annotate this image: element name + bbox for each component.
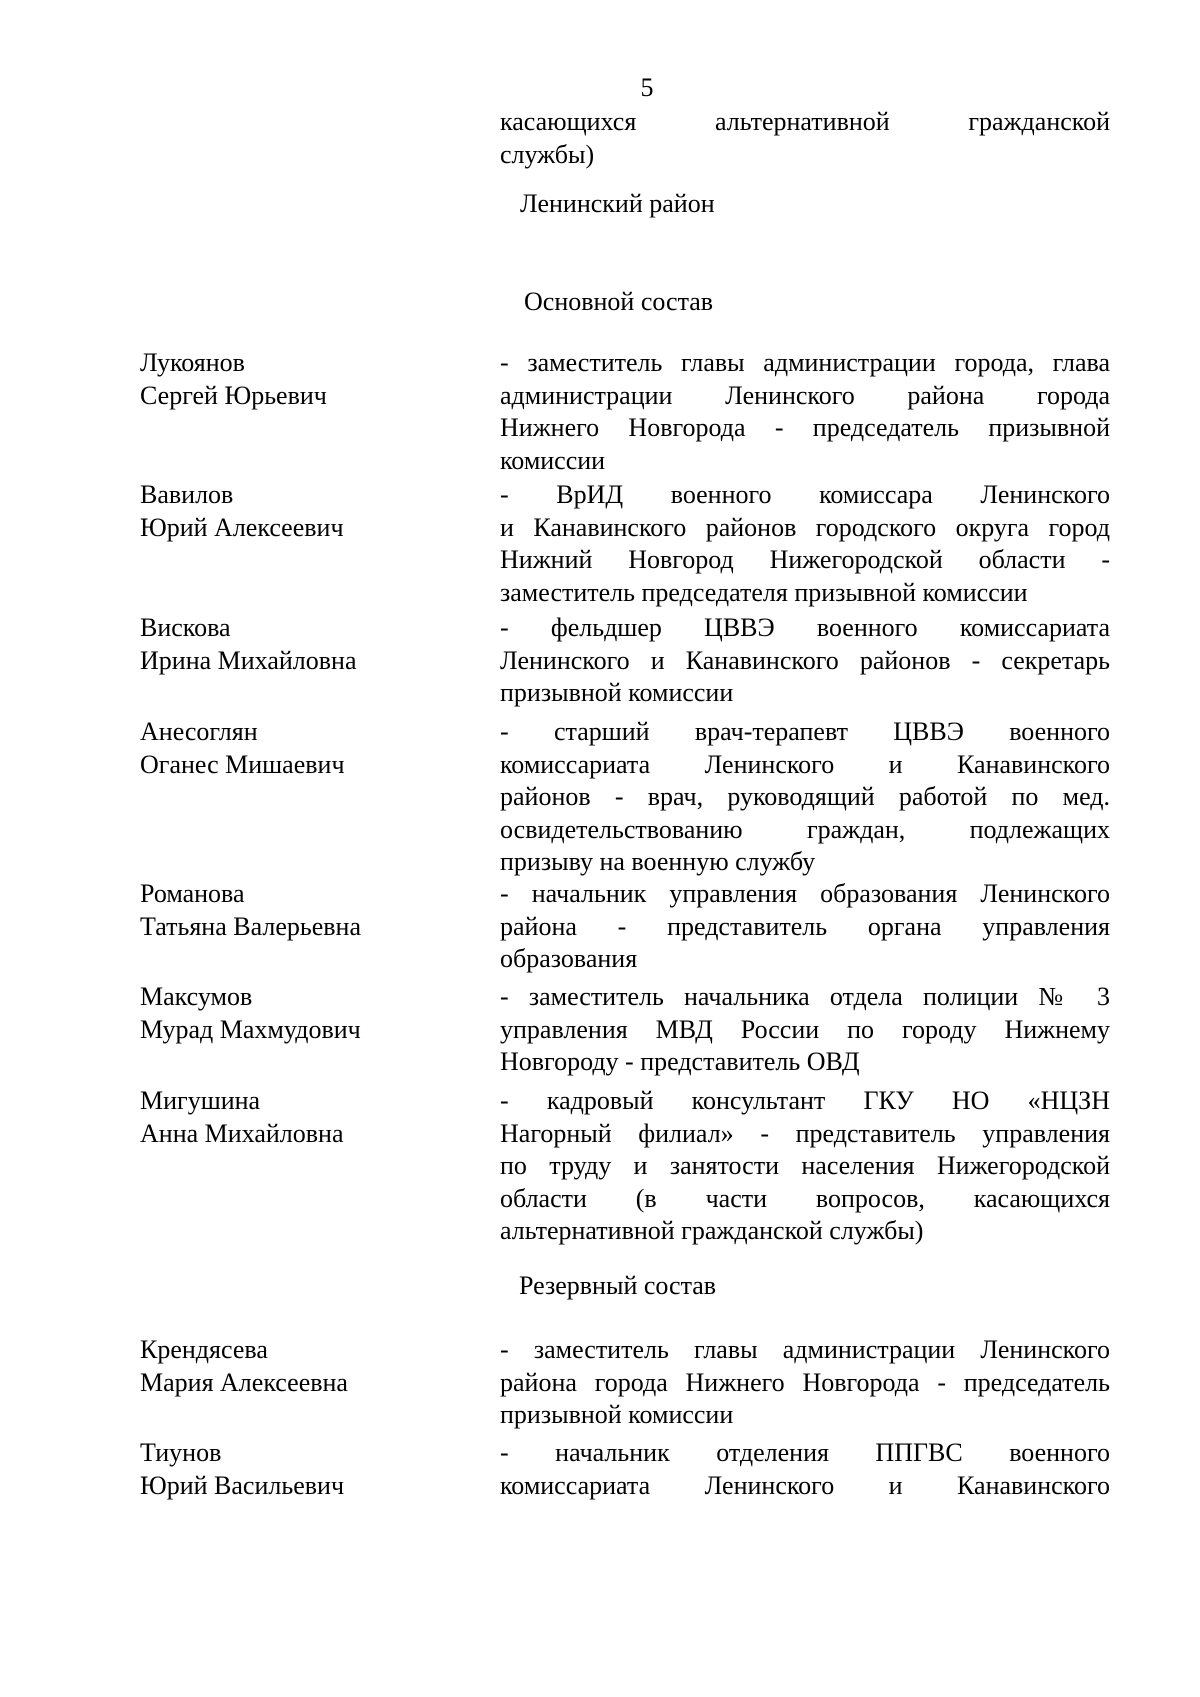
member-given-names: Ирина Михайловна xyxy=(140,645,357,675)
member-role xyxy=(500,716,1110,879)
role-line: района - представитель органа управления xyxy=(500,911,1110,941)
role-line: образования xyxy=(500,944,638,973)
member-role xyxy=(500,981,1110,1079)
text-line: службы) xyxy=(500,139,595,169)
role-line: управления МВД России по городу Нижнему xyxy=(500,1014,1110,1044)
member-role xyxy=(500,479,1110,609)
role-line: комиссариата Ленинского и Канавинского xyxy=(500,749,1110,779)
role-line: администрации Ленинского района города xyxy=(500,380,1110,410)
member-surname: Вискова xyxy=(140,613,231,642)
member-given-names: Анна Михайловна xyxy=(140,1118,344,1148)
role-line: области (в части вопросов, касающихся xyxy=(500,1183,1110,1213)
role-line: района города Нижнего Новгорода - председатель xyxy=(500,1367,1110,1397)
role-line: призыву на военную службу xyxy=(500,847,816,876)
member-given-names: Юрий Алексеевич xyxy=(140,512,344,542)
role-line: призывной комиссии xyxy=(500,1400,734,1429)
member-name xyxy=(140,1085,480,1150)
role-line: альтернативной гражданской службы) xyxy=(500,1216,924,1245)
role-line: - заместитель главы администрации города, глава xyxy=(500,348,1110,377)
role-line: - начальник управления образования Ленинского xyxy=(500,879,1110,908)
page-number: 5 xyxy=(640,73,654,102)
role-line: Нижний Новгород Нижегородской области - xyxy=(500,545,1110,574)
member-surname: Анесоглян xyxy=(140,717,258,746)
role-line: - заместитель начальника отдела полиции № 3 xyxy=(500,982,1110,1011)
member-role xyxy=(500,878,1110,976)
member-name xyxy=(140,981,480,1046)
member-surname: Лукоянов xyxy=(140,348,245,377)
member-surname: Максумов xyxy=(140,982,253,1011)
role-line: - начальник отделения ППГВС военного xyxy=(500,1438,1110,1467)
role-line: - фельдшер ЦВВЭ военного комиссариата xyxy=(500,613,1110,642)
continuation-text xyxy=(500,106,1110,171)
member-surname: Мигушина xyxy=(140,1086,261,1115)
member-surname: Романова xyxy=(140,879,245,908)
role-line: - кадровый консультант ГКУ НО «НЦЗН xyxy=(500,1086,1110,1115)
role-line: Нижнего Новгорода - председатель призывной xyxy=(500,413,1110,442)
member-given-names: Мария Алексеевна xyxy=(140,1367,348,1397)
member-name xyxy=(140,347,480,412)
member-given-names: Мурад Махмудович xyxy=(140,1014,361,1044)
role-line: комиссии xyxy=(500,445,606,475)
member-surname: Вавилов xyxy=(140,480,234,509)
role-line: районов - врач, руководящий работой по мед. xyxy=(500,782,1110,811)
member-name xyxy=(140,878,480,943)
role-line: и Канавинского районов городского округа город xyxy=(500,512,1110,542)
member-surname: Крендясева xyxy=(140,1335,268,1364)
member-name xyxy=(140,716,480,781)
role-line: Ленинского и Канавинского районов - секретарь xyxy=(500,645,1110,675)
text-line: касающихся альтернативной гражданской xyxy=(500,107,1110,136)
member-name xyxy=(140,1437,480,1502)
role-line: Новгороду - представитель ОВД xyxy=(500,1047,860,1076)
role-line: - заместитель главы администрации Ленинского xyxy=(500,1335,1110,1364)
reserve-composition-heading: Резервный состав xyxy=(519,1271,717,1300)
main-composition-heading: Основной состав xyxy=(524,287,714,316)
role-line: освидетельствованию граждан, подлежащих xyxy=(500,814,1110,844)
member-surname: Тиунов xyxy=(140,1438,222,1467)
member-given-names: Оганес Мишаевич xyxy=(140,749,345,779)
role-line: - старший врач-терапевт ЦВВЭ военного xyxy=(500,717,1110,746)
role-line: по труду и занятости населения Нижегородской xyxy=(500,1151,1110,1180)
member-given-names: Татьяна Валерьевна xyxy=(140,911,361,941)
member-given-names: Сергей Юрьевич xyxy=(140,380,327,410)
role-line: Нагорный филиал» - представитель управления xyxy=(500,1118,1110,1148)
member-name xyxy=(140,612,480,677)
role-line: заместитель председателя призывной комиссии xyxy=(500,577,1028,607)
member-role xyxy=(500,347,1110,477)
member-given-names: Юрий Васильевич xyxy=(140,1470,345,1500)
member-role xyxy=(500,1437,1110,1502)
member-name xyxy=(140,479,480,544)
member-role xyxy=(500,612,1110,710)
member-name xyxy=(140,1334,480,1399)
member-role xyxy=(500,1085,1110,1248)
district-heading: Ленинский район xyxy=(520,189,715,218)
role-line: комиссариата Ленинского и Канавинского xyxy=(500,1470,1110,1500)
member-role xyxy=(500,1334,1110,1432)
role-line: призывной комиссии xyxy=(500,678,734,707)
role-line: - ВрИД военного комиссара Ленинского xyxy=(500,480,1110,509)
